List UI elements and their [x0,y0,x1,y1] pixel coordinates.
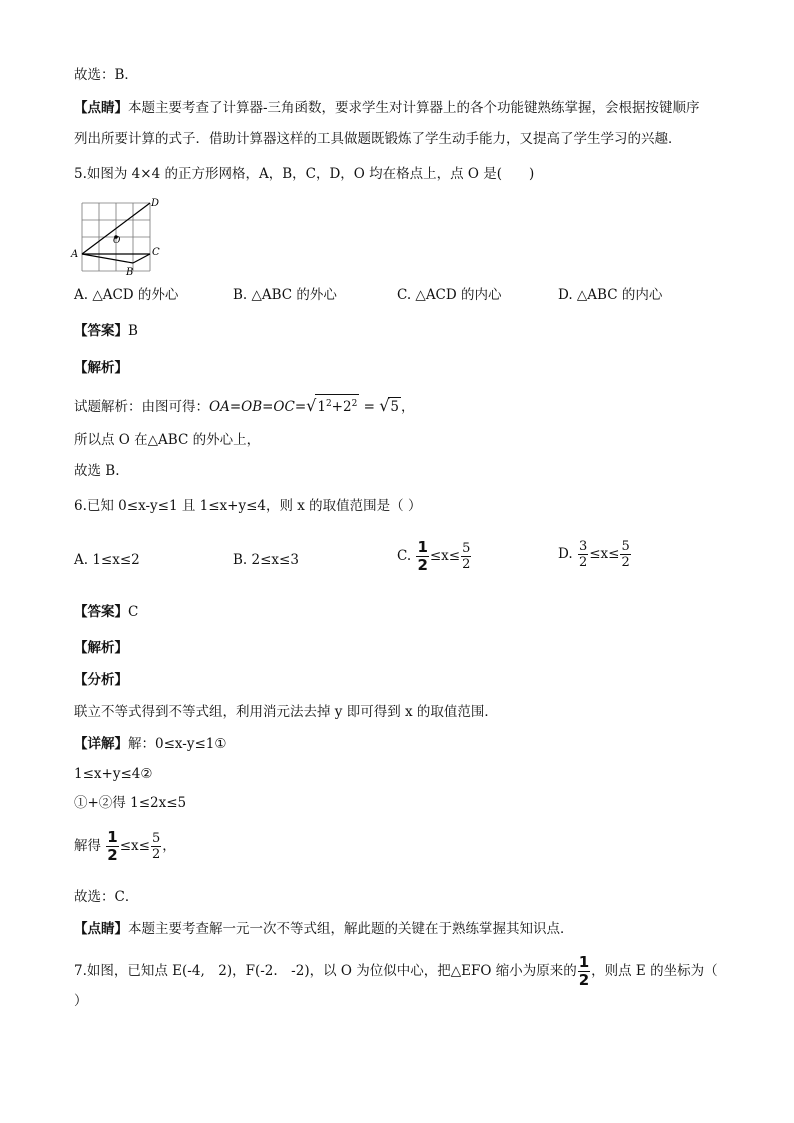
question-7-end: ） [74,993,88,1009]
q6-analysis-tag: 【解析】 [74,640,128,656]
question-7: 7.如图，已知点 E(-4, 2)，F(-2. -2)，以 O 为位似中心，把△EFO 缩小为原来的 $\frac{1}{2}$ ，则点 E 的坐标为（ [74,953,718,989]
q6-comment: 【点睛】本题主要考查解一元一次不等式组，解此题的关键在于熟练掌握其知识点． [74,921,574,937]
q5-analysis-tag: 【解析】 [74,360,128,376]
line-comment-2: 列出所要计算的式子．借助计算器这样的工具做题既锻炼了学生动手能力，又提高了学生学习的兴趣． [74,131,682,147]
q5-answer [74,322,138,340]
answer-value: C [128,604,139,620]
q6-option-a: A. 1≤x≤2 [74,552,140,568]
label-d: D [151,198,160,209]
q5-solution-line-1: 试题解析：由图可得：$OA=OB=OC=√1^2+2^2 = √5$ ， [74,396,415,415]
q6-detail-4: 解得 $\frac{1}{2}$ ≤x≤ $\frac{5}{2}$ ， [74,828,176,864]
q6-detail-1: 【详解】解：0≤x-y≤1① [74,736,227,752]
label-c: C [152,247,160,258]
q6-fenxi-text: 联立不等式得到不等式组，利用消元法去掉 y 即可得到 x 的取值范围． [74,704,498,720]
line-comment-1 [74,99,700,117]
question-6: 6.已知 0≤x-y≤1 且 1≤x+y≤4，则 x 的取值范围是（ ） [74,498,422,514]
q6-detail-2: 1≤x+y≤4② [74,766,153,782]
label-o: O [113,236,121,246]
q5-option-a: A. △ACD 的外心 [74,287,179,303]
solution-prefix: 试题解析：由图可得： [74,399,209,415]
rad-1: 1 [317,399,326,415]
q5-option-d: D. △ABC 的内心 [558,287,663,303]
comment-text: 本题主要考查了计算器-三角函数，要求学生对计算器上的各个功能键熟练掌握，会根据按键顺序 [128,100,700,116]
q6-option-c: C. $\frac{1}{2}$ ≤x≤ $\frac{5}{2}$ [397,538,471,574]
q6-option-d: D. $\frac{3}{2}$ ≤x≤ $\frac{5}{2}$ [558,539,630,570]
answer-value: B [128,323,138,339]
q6-fenxi-tag: 【分析】 [74,672,128,688]
q6-detail-5: 故选：C． [74,889,139,905]
q5-option-b: B. △ABC 的外心 [233,287,337,303]
answer-tag: 【答案】 [74,323,128,339]
q5-solution-line-2: 所以点 O 在△ABC 的外心上， [74,432,261,448]
q5-option-c: C. △ACD 的内心 [397,287,502,303]
line-answer-prev: 故选：B． [74,67,138,83]
label-b: B [126,267,134,278]
q6-detail-3: ①+②得 1≤2x≤5 [74,795,187,811]
rad-2: 2 [342,399,352,415]
result-5: 5 [390,399,400,415]
comment-tag: 【点睛】 [74,100,128,116]
q6-answer: 【答案】C [74,604,139,620]
grid-figure [70,195,165,280]
solution-eq: OA=OB=OC= [209,399,307,415]
label-a: A [71,249,79,260]
question-5: 5.如图为 4×4 的正方形网格，A，B，C，D，O 均在格点上，点 O 是( ) [74,166,535,182]
q5-solution-line-3: 故选 B. [74,463,120,479]
q6-option-b: B. 2≤x≤3 [233,552,299,568]
